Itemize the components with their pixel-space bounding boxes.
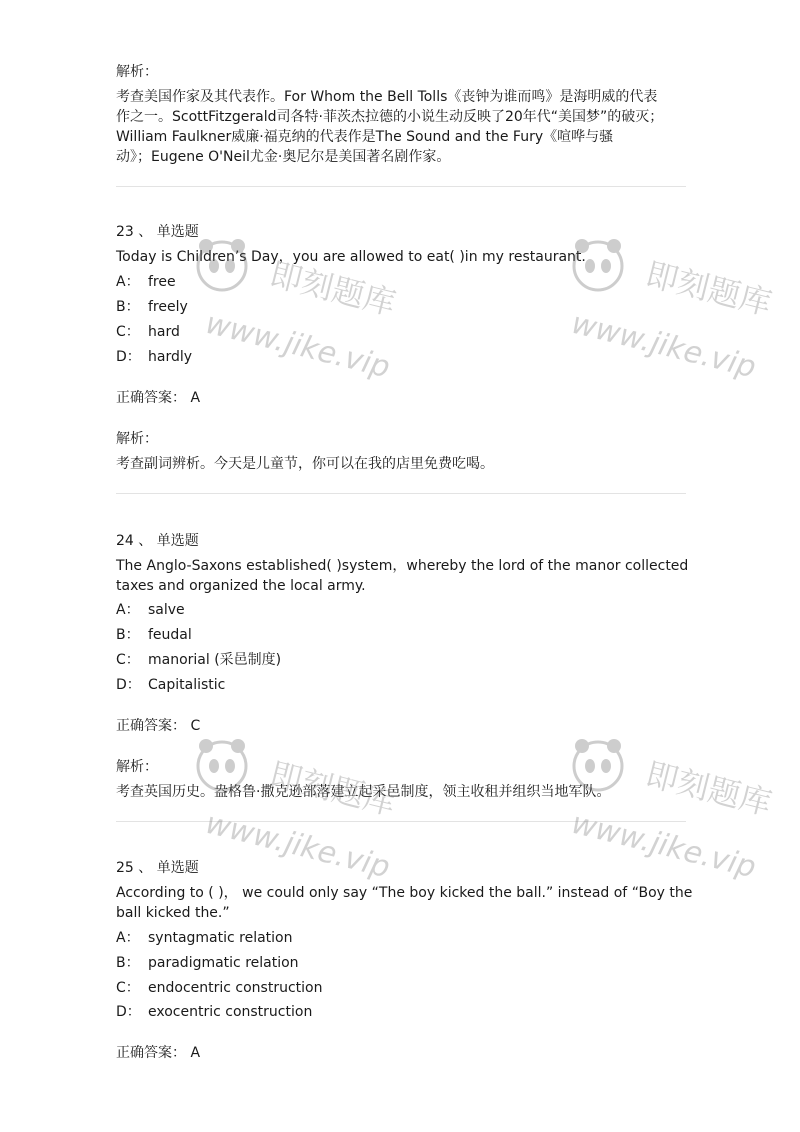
watermark-url: www.jike.vip: [568, 305, 760, 386]
option-c-24: [116, 650, 281, 670]
section-divider: [116, 186, 686, 187]
analysis-line: 动》；Eugene O'Neil尤金·奥尼尔是美国著名剧作家。: [116, 149, 451, 165]
option-b-23: [116, 297, 188, 317]
option-label: B：: [116, 299, 140, 315]
question-stem-24: The Anglo-Saxons established( )system，whereby the lord of the manor collected: [116, 558, 689, 574]
option-text: free: [148, 274, 176, 290]
option-label: C：: [116, 652, 140, 668]
option-text: hardly: [148, 349, 193, 365]
option-c-25: [116, 978, 322, 998]
option-text: syntagmatic relation: [148, 930, 293, 946]
option-a-23: [116, 272, 176, 292]
option-c-23: [116, 322, 180, 342]
option-text: exocentric construction: [148, 1004, 313, 1020]
option-text: manorial (采邑制度): [148, 652, 282, 668]
option-text: salve: [148, 602, 185, 618]
watermark-brand: 即刻题库: [642, 754, 776, 823]
analysis-line: 作之一。ScottFitzgerald司各特·菲茨杰拉德的小说生动反映了20年代“美国梦”的破灭；: [116, 109, 664, 125]
watermark-url: www.jike.vip: [202, 305, 394, 386]
watermark: [190, 732, 420, 886]
option-b-25: [116, 953, 299, 973]
question-stem-25: According to ( )， we could only say “The boy kicked the ball.” instead of “Boy the: [116, 885, 693, 901]
question-stem-24: taxes and organized the local army.: [116, 578, 366, 594]
watermark-brand: 即刻题库: [266, 254, 400, 323]
option-label: D：: [116, 677, 141, 693]
section-divider: [116, 821, 686, 822]
option-text: paradigmatic relation: [148, 955, 299, 971]
option-text: endocentric construction: [148, 980, 323, 996]
answer-24: 正确答案： C: [116, 718, 201, 734]
option-label: C：: [116, 324, 140, 340]
watermark-brand: 即刻题库: [642, 254, 776, 323]
analysis-line: 考查副词辨析。今天是儿童节，你可以在我的店里免费吃喝。: [116, 456, 494, 472]
watermark-brand: 即刻题库: [266, 754, 400, 823]
watermark-url: www.jike.vip: [568, 805, 760, 886]
option-d-25: [116, 1002, 312, 1022]
analysis-line: 考查英国历史。盎格鲁·撒克逊部落建立起采邑制度，领主收租并组织当地军队。: [116, 784, 611, 800]
option-label: D：: [116, 1004, 141, 1020]
option-text: Capitalistic: [148, 677, 226, 693]
option-label: D：: [116, 349, 141, 365]
option-text: hard: [148, 324, 180, 340]
option-a-24: [116, 600, 185, 620]
answer-23: 正确答案： A: [116, 390, 201, 406]
watermark: [566, 732, 776, 886]
analysis-line: William Faulkner威廉·福克纳的代表作是The Sound and the Fury《喧哗与骚: [116, 129, 614, 145]
watermark-url: www.jike.vip: [202, 805, 394, 886]
question-header-23: 23 、 单选题: [116, 224, 199, 240]
analysis-label-23: 解析：: [116, 431, 158, 447]
option-b-24: [116, 625, 192, 645]
option-label: C：: [116, 980, 140, 996]
option-d-23: [116, 347, 192, 367]
question-header-24: 24 、 单选题: [116, 533, 199, 549]
option-label: B：: [116, 627, 140, 643]
analysis-label-24: 解析：: [116, 759, 158, 775]
analysis-label-22: 解析：: [116, 64, 158, 80]
option-text: freely: [148, 299, 188, 315]
section-divider: [116, 493, 686, 494]
question-stem-23: Today is Children’s Day，you are allowed to eat( )in my restaurant.: [116, 249, 586, 265]
question-stem-25: ball kicked the.”: [116, 905, 230, 921]
option-label: B：: [116, 955, 140, 971]
option-a-25: [116, 928, 293, 948]
option-label: A：: [116, 602, 140, 618]
option-label: A：: [116, 930, 140, 946]
question-header-25: 25 、 单选题: [116, 860, 199, 876]
answer-25: 正确答案： A: [116, 1045, 201, 1061]
option-label: A：: [116, 274, 140, 290]
analysis-line: 考查美国作家及其代表作。For Whom the Bell Tolls《丧钟为谁而鸣》是海明威的代表: [116, 89, 658, 105]
option-text: feudal: [148, 627, 192, 643]
option-d-24: [116, 675, 225, 695]
